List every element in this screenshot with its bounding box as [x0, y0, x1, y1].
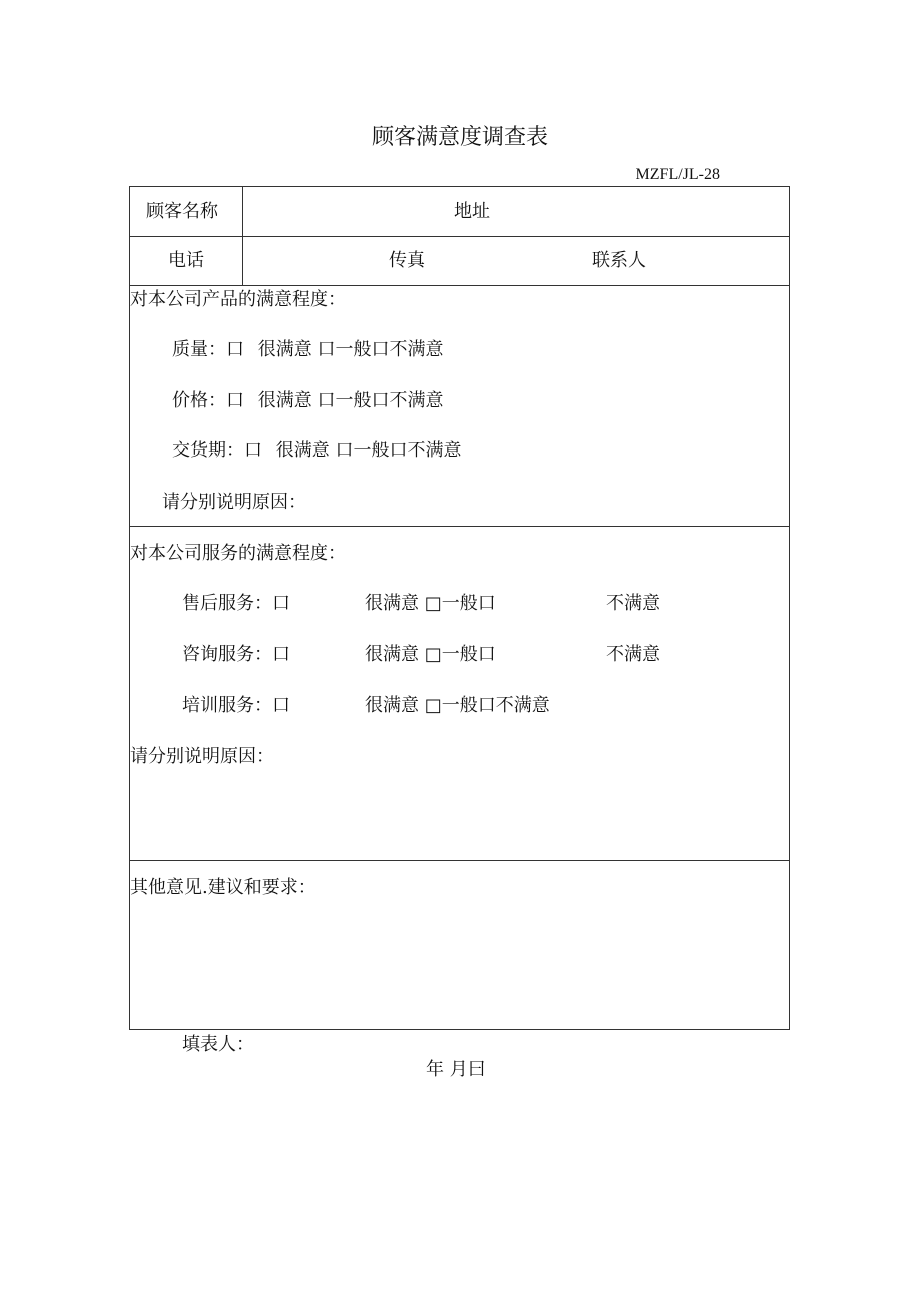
other-heading: 其他意见.建议和要求：: [130, 877, 316, 898]
service-row-consulting-label: 咨询服务：口: [182, 644, 290, 665]
section-divider: [130, 860, 789, 861]
service-row-aftersales-options: 很满意 □一般口: [365, 593, 496, 614]
product-row-delivery: [172, 440, 461, 462]
address-label: 地址: [454, 201, 490, 222]
phone-label: 电话: [168, 250, 204, 271]
filler-label: 填表人：: [182, 1034, 254, 1055]
fax-label: 传真: [389, 250, 425, 271]
product-row-price: [172, 390, 443, 412]
row-label: 交货期：口: [172, 440, 262, 461]
service-reason-label: 请分别说明原因：: [130, 746, 274, 767]
contact-label: 联系人: [592, 250, 646, 271]
product-heading: 对本公司产品的满意程度：: [130, 289, 346, 310]
row-divider: [130, 285, 789, 286]
service-row-aftersales-tail: 不满意: [606, 593, 660, 614]
service-row-training-options: 很满意 □一般口不满意: [365, 695, 550, 716]
service-row-consulting-options: 很满意 □一般口: [365, 644, 496, 665]
service-row-consulting-tail: 不满意: [606, 644, 660, 665]
date-label: 年 月曰: [426, 1059, 486, 1080]
column-divider: [242, 187, 243, 285]
row-options: 很满意 口一般口不满意: [257, 339, 444, 360]
product-row-quality: [172, 339, 443, 361]
document-title: 顾客满意度调查表: [371, 125, 548, 150]
row-label: 价格：口: [172, 390, 244, 411]
customer-name-label: 顾客名称: [146, 201, 218, 222]
service-row-training-label: 培训服务：口: [182, 695, 290, 716]
product-reason-label: 请分别说明原因：: [162, 492, 306, 513]
service-row-aftersales-label: 售后服务：口: [182, 593, 290, 614]
service-heading: 对本公司服务的满意程度：: [130, 543, 346, 564]
document-code: MZFL/JL-28: [635, 166, 720, 183]
row-divider: [130, 236, 789, 237]
survey-form: [129, 186, 790, 1030]
section-divider: [130, 526, 789, 527]
row-label: 质量：口: [172, 339, 244, 360]
row-options: 很满意 口一般口不满意: [275, 440, 462, 461]
row-options: 很满意 口一般口不满意: [257, 390, 444, 411]
